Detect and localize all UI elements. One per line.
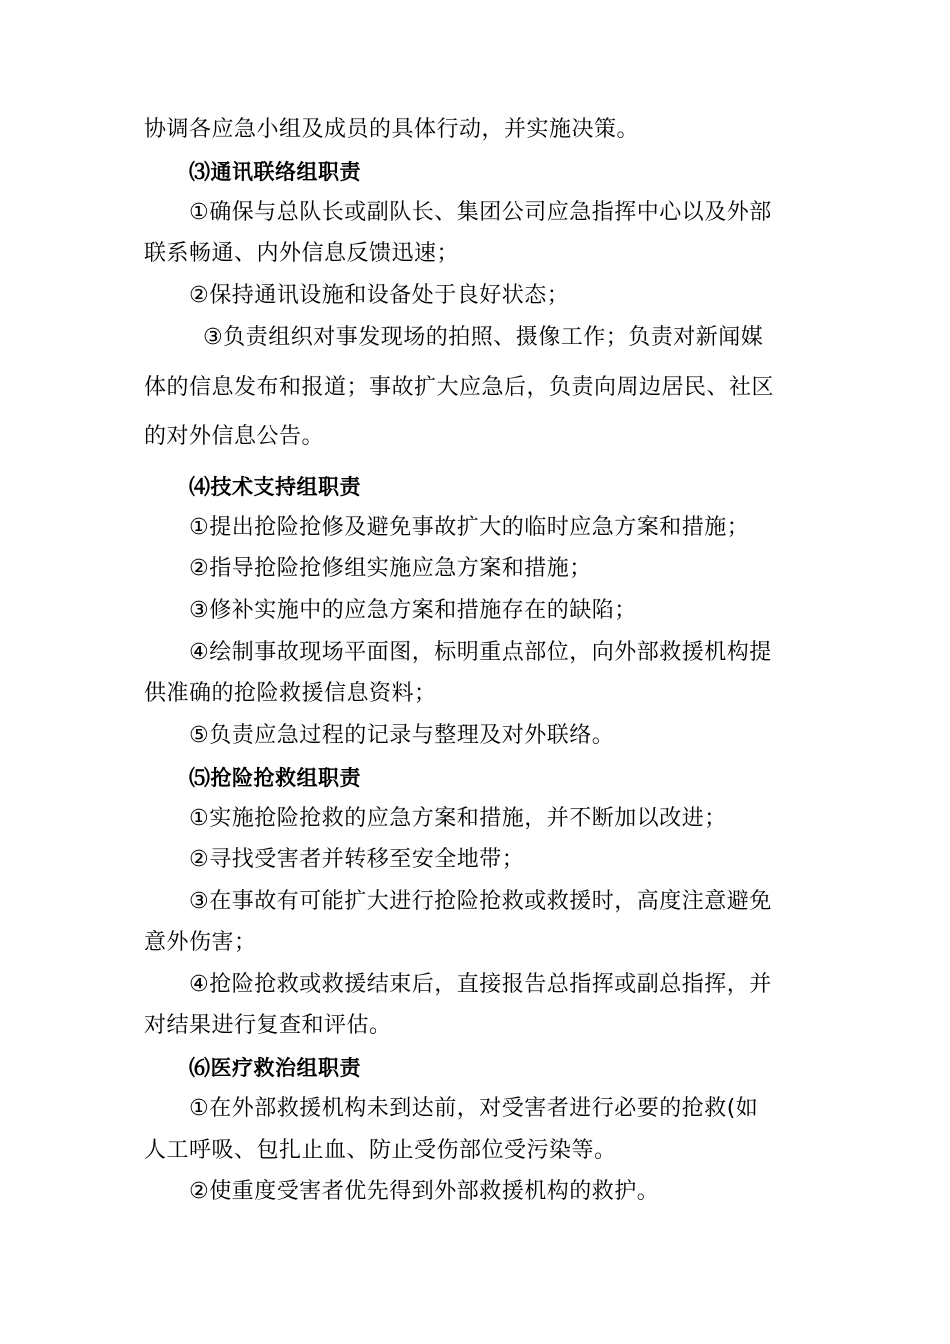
paragraph-line: 的对外信息公告。 (144, 424, 325, 449)
list-item: ③负责组织对事发现场的拍照、摄像工作；负责对新闻媒 (203, 325, 764, 350)
list-item: ④抢险抢救或救援结束后，直接报告总指挥或副总指挥，并 (189, 972, 772, 997)
paragraph-line: 意外伤害； (144, 930, 257, 955)
paragraph-line: 对结果进行复查和评估。 (144, 1013, 392, 1038)
paragraph-line: 体的信息发布和报道；事故扩大应急后，负责向周边居民、社区 (144, 375, 775, 400)
list-item: ②寻找受害者并转移至安全地带； (189, 847, 525, 872)
list-item: ②指导抢险抢修组实施应急方案和措施； (189, 556, 592, 581)
section-heading-medical: ⑹医疗救治组职责 (189, 1056, 361, 1080)
list-item: ①提出抢险抢修及避免事故扩大的临时应急方案和措施； (189, 515, 750, 540)
list-item: ①实施抢险抢救的应急方案和措施，并不断加以改进； (189, 806, 727, 831)
list-item: ①在外部救援机构未到达前，对受害者进行必要的抢救(如 (189, 1096, 759, 1121)
section-heading-rescue: ⑸抢险抢救组职责 (189, 766, 361, 790)
list-item: ②使重度受害者优先得到外部救援机构的救护。 (189, 1179, 660, 1204)
list-item: ②保持通讯设施和设备处于良好状态； (189, 283, 570, 308)
list-item: ①确保与总队长或副队长、集团公司应急指挥中心以及外部 (189, 200, 772, 225)
paragraph-line: 供准确的抢险救援信息资料； (144, 681, 437, 706)
paragraph-line: 协调各应急小组及成员的具体行动，并实施决策。 (144, 117, 640, 142)
paragraph-line: 联系畅通、内外信息反馈迅速； (144, 241, 460, 266)
paragraph-line: 人工呼吸、包扎止血、防止受伤部位受污染等。 (144, 1138, 617, 1163)
section-heading-technical-support: ⑷技术支持组职责 (189, 475, 361, 499)
list-item: ⑤负责应急过程的记录与整理及对外联络。 (189, 723, 615, 748)
section-heading-communication: ⑶通讯联络组职责 (189, 160, 361, 184)
list-item: ③在事故有可能扩大进行抢险抢救或救援时，高度注意避免 (189, 889, 772, 914)
list-item: ③修补实施中的应急方案和措施存在的缺陷； (189, 598, 637, 623)
list-item: ④绘制事故现场平面图，标明重点部位，向外部救援机构提 (189, 640, 772, 665)
